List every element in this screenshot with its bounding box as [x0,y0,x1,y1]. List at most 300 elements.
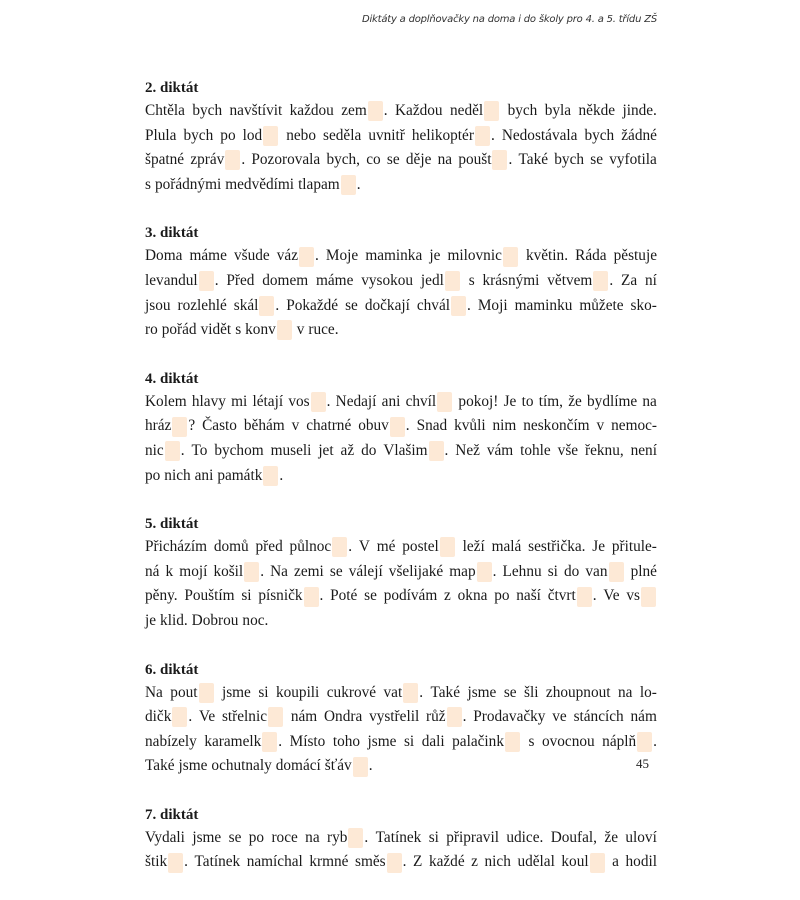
text-fragment: bydlíme [587,392,638,410]
text-fragment: Ve [603,587,620,605]
fill-in-blank[interactable] [440,537,455,557]
word [631,294,657,319]
fill-in-blank[interactable] [277,320,292,340]
fill-in-blank[interactable] [437,392,452,412]
text-line [145,269,657,294]
text-fragment: půlnoc [289,538,332,556]
text-line [145,826,657,851]
word [341,439,355,464]
text-fragment: tlapam [298,175,340,193]
word [626,850,657,875]
text-line [145,124,657,149]
text-fragment: košil [213,562,244,580]
word [326,148,360,173]
word [214,535,249,560]
fill-in-blank[interactable] [484,101,499,121]
text-line [145,294,657,319]
text-fragment: Plula [145,126,177,144]
text-fragment: jsme [192,828,222,846]
text-fragment: Ráda [575,247,607,265]
text-fragment: vystřelil [369,708,420,726]
word [305,826,319,851]
word [145,414,195,439]
word [192,99,222,124]
text-fragment: Doma [145,247,183,265]
text-fragment: Pokaždé [286,296,339,314]
word [145,390,187,415]
dictation-section [145,513,657,633]
text-fragment: Také [430,683,460,701]
word [592,535,605,560]
text-fragment: děje [405,151,432,169]
text-fragment: květin. [525,247,569,265]
text-fragment: mojí [179,562,208,580]
text-fragment: . [462,708,467,726]
word [631,560,657,585]
text-fragment: šťáv [324,757,352,775]
text-fragment: jsme [367,732,397,750]
text-line [145,609,657,634]
text-fragment: neděl [450,102,484,119]
fill-in-blank[interactable] [172,417,187,437]
word [645,269,657,294]
fill-in-blank[interactable] [492,150,507,170]
word [548,584,597,609]
text-fragment: lo- [639,683,657,701]
word [270,560,288,585]
text-fragment: na [642,392,657,410]
text-fragment: . [368,757,373,775]
word [611,414,657,439]
text-fragment: dočkají [364,296,410,314]
word [447,244,518,269]
text-fragment: se [329,562,343,580]
word [575,244,606,269]
text-fragment: . [348,538,353,556]
word [184,124,214,149]
fill-in-blank[interactable] [505,732,520,752]
fill-in-blank[interactable] [390,417,405,437]
text-fragment: řeknu, [585,441,624,459]
word [179,560,207,585]
word [291,705,317,730]
word [211,754,271,779]
word [242,609,268,634]
word [528,535,585,560]
word [364,584,377,609]
fill-in-blank[interactable] [244,562,259,582]
text-fragment: Ve [199,708,216,726]
text-fragment: jsou [145,296,171,314]
fill-in-blank[interactable] [641,587,656,607]
word [458,148,512,173]
text-fragment: nic [145,441,164,459]
word [384,681,424,706]
fill-in-blank[interactable] [341,175,356,195]
text-fragment: hodil [625,853,657,871]
text-line [145,173,657,198]
text-fragment: z [471,853,478,871]
word [369,705,419,730]
word [545,99,571,124]
word [640,681,657,706]
text-fragment: žádné [621,126,657,144]
text-fragment: Pouštím [184,587,235,605]
text-fragment: Každou [395,102,443,119]
text-fragment: pořádnými [154,175,222,193]
text-fragment: vše [557,441,579,459]
text-fragment: vs [626,587,640,605]
text-fragment: že [604,828,618,846]
word [256,535,283,560]
text-fragment: v [291,417,300,435]
text-fragment: navštívit [229,102,283,119]
word [345,294,358,319]
text-fragment: běhám [243,417,285,435]
word [587,390,637,415]
word [258,681,268,706]
fill-in-blank[interactable] [172,707,187,727]
text-fragment: a [612,853,619,871]
text-fragment: po [248,828,265,846]
word [365,244,422,269]
text-fragment: ná [145,562,160,580]
fill-in-blank[interactable] [263,466,278,486]
word [145,244,182,269]
fill-in-blank[interactable] [475,126,490,146]
word [179,754,208,779]
text-fragment: jet [318,441,334,459]
word [271,439,312,464]
text-fragment: sko- [630,296,657,314]
fill-in-blank[interactable] [387,853,402,873]
word [145,609,156,634]
fill-in-blank[interactable] [304,587,319,607]
text-fragment: každé [428,853,465,871]
text-fragment: . [653,732,657,750]
text-fragment: pokoj! [458,392,499,410]
fill-in-blank[interactable] [503,247,518,267]
word [225,173,294,198]
text-fragment: válejí [348,562,383,580]
text-fragment: . [490,126,495,144]
fill-in-blank[interactable] [609,562,624,582]
word [195,464,214,489]
fill-in-blank[interactable] [368,101,383,121]
text-fragment: . [214,271,219,289]
fill-in-blank[interactable] [577,587,592,607]
text-fragment: koupili [275,683,320,701]
word [493,414,517,439]
text-fragment: nim [492,417,517,435]
text-line [145,148,657,173]
text-fragment: . [184,853,188,871]
word [306,414,351,439]
fill-in-blank[interactable] [259,296,274,316]
text-fragment: ve [552,708,567,726]
word [626,584,657,609]
text-fragment: ní [644,271,657,289]
text-fragment: Nedají [335,392,377,410]
word [316,269,353,294]
word [333,730,360,755]
word [519,148,549,173]
word [192,390,226,415]
word [622,99,656,124]
word [292,414,300,439]
word [368,124,405,149]
text-fragment: maminku [514,296,573,314]
fill-in-blank[interactable] [225,150,240,170]
word [145,318,158,343]
text-fragment: podívám [383,587,438,605]
fill-in-blank[interactable] [165,441,180,461]
text-fragment: neskončím [523,417,590,435]
word [542,730,595,755]
word [220,124,235,149]
fill-in-blank[interactable] [445,271,460,291]
text-fragment: chatrné [306,417,352,435]
text-fragment: není [630,441,657,459]
fill-in-blank[interactable] [451,296,466,316]
text-fragment: připravil [446,828,499,846]
word [426,705,466,730]
word [277,244,319,269]
word [377,535,396,560]
word [234,294,279,319]
word [603,584,619,609]
word [384,584,438,609]
dictation-list [145,77,657,900]
word [547,269,613,294]
word [471,850,478,875]
text-line [145,584,657,609]
text-fragment: Přicházím [145,538,208,556]
text-fragment: udělal [517,853,555,871]
text-fragment: Před [226,271,255,289]
fill-in-blank[interactable] [590,853,605,873]
word [298,173,360,198]
word [231,390,247,415]
text-fragment: na [437,151,453,169]
word [450,99,500,124]
dictation-title: 2. diktát [145,80,199,96]
word [602,730,657,755]
running-head: Diktáty a doplňovačky na doma i do školy pro 4. a 5. třídu ZŠ [361,14,657,25]
text-line [145,850,657,875]
text-line [145,390,657,415]
text-fragment: písničk [258,587,303,605]
page-number: 45 [636,756,649,771]
word [222,681,251,706]
text-fragment: pořád [161,321,197,339]
text-fragment: na [305,828,320,846]
fill-in-blank[interactable] [199,683,214,703]
word [548,560,558,585]
word [359,535,370,560]
word [323,124,361,149]
text-fragment: . [241,151,246,169]
text-fragment: vám [486,441,514,459]
word [327,826,368,851]
word [201,318,232,343]
text-fragment: nabízely [145,732,197,750]
text-fragment: co [366,151,381,169]
word [145,584,178,609]
word [145,681,163,706]
word [297,318,305,343]
word [612,850,619,875]
text-fragment: mé [376,538,396,556]
word [430,681,460,706]
word [214,439,263,464]
text-fragment: z [444,587,451,605]
text-fragment: vos [288,392,310,410]
word [191,439,207,464]
text-fragment: Vlašim [383,441,428,459]
word [406,390,454,415]
fill-in-blank[interactable] [199,271,214,291]
text-fragment: nebo [286,126,316,144]
word [612,535,657,560]
text-fragment: nich [164,466,191,484]
dictation-title: 4. diktát [145,370,199,387]
text-line [145,754,657,779]
word [251,148,320,173]
word [189,244,226,269]
text-fragment: museli [270,441,312,459]
word [376,826,422,851]
word [145,148,184,173]
text-fragment: skál [233,296,259,314]
fill-in-blank[interactable] [168,853,183,873]
text-fragment: hráz [145,417,172,435]
text-fragment: poušt [458,151,492,169]
text-fragment: Poté [330,587,358,605]
word [631,439,657,464]
word [288,390,330,415]
fill-in-blank[interactable] [429,441,444,461]
text-fragment: krásnými [482,271,540,289]
word [245,318,293,343]
text-fragment: . [419,683,424,701]
text-fragment: větvem [547,271,593,289]
word [449,560,496,585]
word [145,705,192,730]
word [145,124,176,149]
fill-in-blank[interactable] [637,732,652,752]
text-fragment: mi [231,392,248,410]
word [309,850,348,875]
word [271,826,297,851]
word [276,681,319,706]
text-line [145,414,657,439]
word [145,294,171,319]
text-fragment: po [145,466,161,484]
word [526,244,568,269]
word [621,124,657,149]
word [160,609,188,634]
text-fragment: Často [202,417,237,435]
dictation-section [145,659,657,779]
word [417,414,448,439]
word [539,390,563,415]
text-fragment: je [429,247,441,265]
fill-in-blank[interactable] [311,392,326,412]
word [308,318,338,343]
word [145,439,185,464]
fill-in-blank[interactable] [262,732,277,752]
dictation-section [145,368,657,488]
word [529,730,535,755]
word [558,439,578,464]
fill-in-blank[interactable] [348,828,363,848]
word [492,535,522,560]
text-fragment: s [145,175,151,193]
text-fragment: Kolem [145,392,187,410]
text-fragment: toho [332,732,361,750]
text-fragment: krmné [309,853,349,871]
fill-in-blank[interactable] [403,683,418,703]
text-fragment: si [258,683,269,701]
text-fragment: maminka [365,247,423,265]
text-fragment: se [228,828,242,846]
word [412,124,495,149]
word [452,730,521,755]
word [199,705,215,730]
dictation-title: 3. diktát [145,225,199,242]
fill-in-blank[interactable] [263,126,278,146]
fill-in-blank[interactable] [447,707,462,727]
word [579,99,616,124]
text-fragment: noc. [242,611,269,629]
word [523,414,589,439]
word [361,439,376,464]
text-fragment: . [356,175,361,193]
text-fragment: tohle [520,441,551,459]
word [253,390,284,415]
word [469,269,475,294]
word [226,269,254,294]
text-fragment: nám [630,708,657,726]
word [585,439,624,464]
word [458,584,488,609]
word [517,850,554,875]
fill-in-blank[interactable] [477,562,492,582]
word [145,99,185,124]
text-fragment: s [468,271,475,289]
text-fragment: Z [413,853,423,871]
fill-in-blank[interactable] [299,247,314,267]
word [145,730,197,755]
text-fragment: před [255,538,283,556]
word [229,826,242,851]
word [515,294,573,319]
word [262,269,308,294]
text-fragment: domácí [275,757,321,775]
fill-in-blank[interactable] [332,537,347,557]
text-fragment: Lehnu [502,562,542,580]
fill-in-blank[interactable] [353,757,368,777]
word [446,826,499,851]
word [506,826,543,851]
text-fragment: si [547,562,558,580]
text-fragment: Dobrou [191,611,239,629]
text-fragment: Snad [416,417,448,435]
fill-in-blank[interactable] [593,271,608,291]
fill-in-blank[interactable] [268,707,283,727]
text-fragment: po [494,587,510,605]
